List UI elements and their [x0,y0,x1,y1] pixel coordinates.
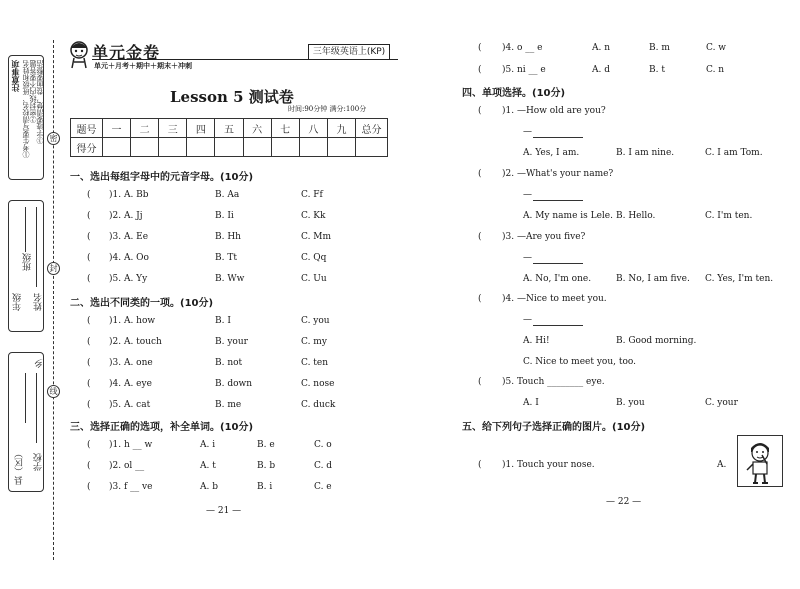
notice-line-3: ③字迹要清楚，卷面要整洁 [36,60,44,144]
question-text: )4. —Nice to meet you. [502,294,607,304]
question-text: )5. A. Yy [109,274,148,284]
option-a[interactable]: A. i [200,440,216,450]
option-b[interactable]: B. Hello. [616,211,656,221]
mascot-icon [66,38,92,70]
question-text: )1. Touch your nose. [502,460,595,470]
option-c[interactable]: C. Yes, I'm ten. [705,274,774,284]
option-c[interactable]: C. I am Tom. [705,148,763,158]
score-table-header-row: 题号 一 二 三 四 五 六 七 八 九 总分 [71,119,388,138]
option-c[interactable]: C. Kk [301,211,326,221]
binding-strip [0,0,62,589]
option-c[interactable]: C. n [706,65,725,75]
option-b[interactable]: B. i [257,482,273,492]
option-b[interactable]: B. you [616,398,645,408]
name-label: 姓名 [34,293,44,311]
class-label: 班级 [23,253,33,271]
option-b[interactable]: B. I am nine. [616,148,675,158]
option-c[interactable]: C. w [706,43,726,53]
option-c[interactable]: C. my [301,337,327,347]
notice-line-2: ②密封线内不要答题 [29,60,37,123]
seal-mark-mi: 密 [47,132,60,145]
seal-mark-xian: 线 [47,385,60,398]
answer-blank[interactable] [533,137,583,138]
question-text: )2. A. touch [109,337,162,347]
question-text: )3. A. Ee [109,232,149,242]
question-text: )4. o __ e [502,43,543,53]
option-a[interactable]: A. n [592,43,611,53]
option-b[interactable]: B. e [257,440,275,450]
seal-line [53,40,54,560]
option-c[interactable]: C. Mm [301,232,332,242]
option-a[interactable]: A. I [523,398,539,408]
question-text: )3. f __ ve [109,482,153,492]
county-label: 县（区） [15,449,25,485]
option-b[interactable]: B. Aa [215,190,240,200]
township-label: 乡 [35,359,45,368]
option-c[interactable]: C. o [314,440,332,450]
option-b[interactable]: B. m [649,43,670,53]
answer-blank[interactable] [533,200,583,201]
section-3-heading: 三、选择正确的选项，补全单词。(10分) [70,422,254,433]
school-label: 学校 [34,453,44,471]
option-a[interactable]: A. t [200,461,216,471]
option-a[interactable]: A. My name is Lele. [523,211,613,221]
option-c[interactable]: C. nose [301,379,335,389]
option-c[interactable]: C. ten [301,358,329,368]
option-b[interactable]: B. t [649,65,665,75]
notice-line-1: ①考生要写清校名、班级和姓名 [22,60,30,158]
option-c[interactable]: C. Nice to meet you, too. [523,357,637,367]
notice-box [8,55,44,180]
brand-subtitle: 单元＋月考＋期中＋期末＋冲刺 [94,62,192,70]
question-text: )2. A. Jj [109,211,143,221]
question-text: )1. A. Bb [109,190,149,200]
grade-label: 年级 [13,293,23,311]
option-c[interactable]: C. I'm ten. [705,211,753,221]
boy-touching-nose-icon [738,436,782,486]
option-b[interactable]: B. Tt [215,253,237,263]
option-c[interactable]: C. duck [301,400,336,410]
option-c[interactable]: C. Uu [301,274,327,284]
question-text: )4. A. eye [109,379,152,389]
option-b[interactable]: B. me [215,400,242,410]
option-c[interactable]: C. Qq [301,253,327,263]
option-b[interactable]: B. I [215,316,231,326]
score-table-score-row: 得分 [71,138,388,157]
option-a[interactable]: A. b [200,482,218,492]
option-a[interactable]: A. No, I'm one. [523,274,592,284]
picture-option-a-label[interactable]: A. [717,460,727,470]
question-text: )4. A. Oo [109,253,149,263]
option-c[interactable]: C. d [314,461,333,471]
class-name-box [8,200,44,332]
option-b[interactable]: B. your [215,337,248,347]
page-title: Lesson 5 测试卷 [170,88,294,106]
option-b[interactable]: B. b [257,461,276,471]
section-5-heading: 五、给下列句子选择正确的图片。(10分) [462,422,646,433]
option-c[interactable]: C. you [301,316,330,326]
question-text: )2. ol __ [109,461,145,471]
page-number-right: — 22 — [606,497,642,507]
option-b[interactable]: B. down [215,379,253,389]
option-b[interactable]: B. Ww [215,274,245,284]
section-4-heading: 四、单项选择。(10分) [462,88,566,99]
option-b[interactable]: B. not [215,358,243,368]
option-b[interactable]: B. Good morning. [616,336,697,346]
brand-title: 单元金卷 [92,43,161,62]
page-number-left: — 21 — [206,506,242,516]
question-text: )3. A. one [109,358,153,368]
question-text: )1. A. how [109,316,156,326]
question-text: )1. —How old are you? [502,106,606,116]
picture-option-a[interactable] [737,435,783,487]
question-text: )5. A. cat [109,400,151,410]
question-text: )2. —What's your name? [502,169,614,179]
option-a[interactable]: A. d [592,65,610,75]
option-b[interactable]: B. No, I am five. [616,274,690,284]
notice-heading: 注意事项 [10,60,20,92]
option-c[interactable]: C. e [314,482,332,492]
section-2-heading: 二、选出不同类的一项。(10分) [70,298,214,309]
option-b[interactable]: B. Ii [215,211,234,221]
school-box [8,352,44,492]
seal-mark-feng: 封 [47,262,60,275]
grade-badge: 三年级英语上(KP) [308,44,390,60]
option-a[interactable]: A. Yes, I am. [523,148,580,158]
answer-blank[interactable] [533,325,583,326]
score-table [70,118,388,157]
option-a[interactable]: A. Hi! [523,336,550,346]
option-c[interactable]: C. Ff [301,190,323,200]
time-info: 时间:90分钟 满分:100分 [288,105,367,113]
answer-blank[interactable] [533,263,583,264]
question-text: )3. —Are you five? [502,232,586,242]
option-c[interactable]: C. your [705,398,738,408]
option-b[interactable]: B. Hh [215,232,241,242]
section-1-heading: 一、选出每组字母中的元音字母。(10分) [70,172,254,183]
question-text: )1. h __ w [109,440,153,450]
question-text: )5. ni __ e [502,65,546,75]
question-text: )5. Touch ________ eye. [502,377,605,387]
